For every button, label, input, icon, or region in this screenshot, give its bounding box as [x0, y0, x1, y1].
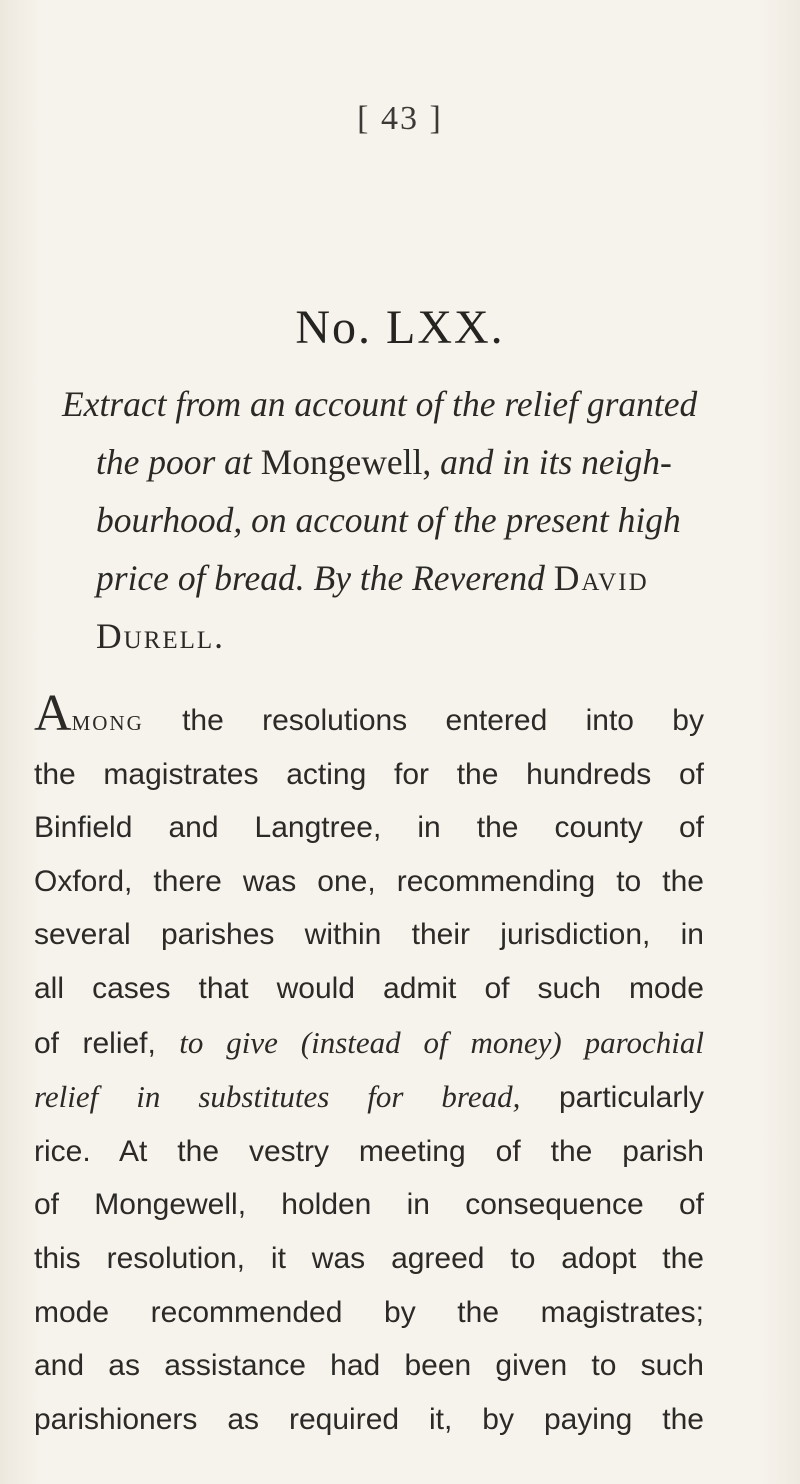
text-line: Oxford, there was one, recommending to the: [34, 864, 704, 898]
text-line: rice. At the vestry meeting of the parish: [34, 1134, 704, 1168]
text-line: of relief, to give (instead of money) parochial: [34, 1024, 704, 1060]
text-line: mode recommended by the magistrates;: [34, 1295, 704, 1329]
text-line: relief in substitutes for bread, particularly: [34, 1079, 705, 1115]
text-line: parishioners as required it, by paying the: [34, 1402, 704, 1436]
place-name: Mongewell,: [260, 442, 432, 482]
heading-line: bourhood, on account of the present high: [96, 500, 681, 540]
text-line: Binfield and Langtree, in the county of: [34, 811, 704, 845]
article-heading: [62, 375, 742, 665]
text-line: Among the resolutions entered into by: [34, 685, 704, 742]
heading-line: [62, 607, 742, 665]
author-first-name: David: [553, 558, 649, 598]
heading-line: price of bread. By the Reverend David: [96, 558, 649, 598]
drop-cap: A: [34, 685, 72, 742]
text-line: of Mongewell, holden in consequence of: [34, 1188, 704, 1222]
body-text: [34, 685, 734, 1446]
text-line: all cases that would admit of such mode: [34, 971, 704, 1005]
author-surname: Durell.: [96, 616, 226, 656]
heading-line: the poor at Mongewell, and in its neigh-: [96, 442, 672, 482]
article-number: No. LXX.: [295, 301, 505, 354]
text-line: and as assistance had been given to such: [34, 1349, 704, 1383]
text-line: the magistrates acting for the hundreds of: [34, 757, 704, 791]
text-line: several parishes within their jurisdiction, in: [34, 918, 704, 952]
page-number: [ 43 ]: [357, 100, 443, 137]
heading-line: Extract from an account of the relief granted: [62, 384, 698, 424]
text-line: this resolution, it was agreed to adopt the: [34, 1241, 704, 1275]
opening-word: mong: [71, 704, 144, 737]
